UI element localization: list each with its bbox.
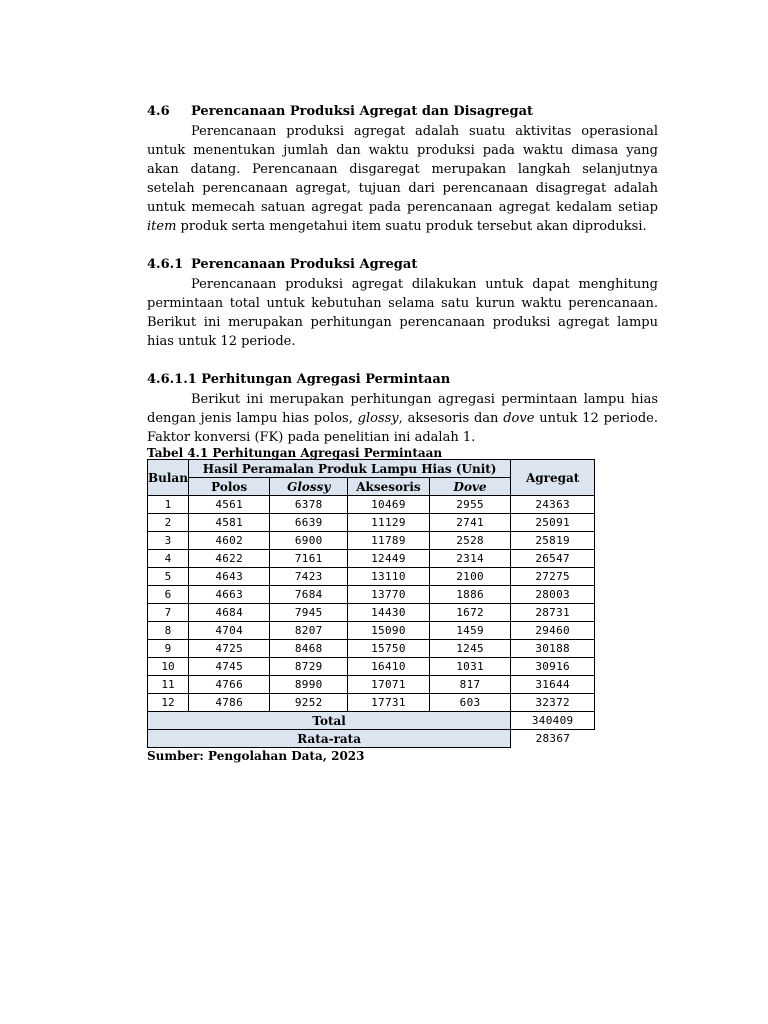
table-cell: 11129 [348,514,430,532]
table-cell: 4561 [188,496,269,514]
table-cell: 4786 [188,694,269,712]
table-cell: 24363 [511,496,595,514]
table-cell: 27275 [511,568,595,586]
table-row [148,622,595,640]
table-cell: 4602 [188,532,269,550]
table-row [148,514,595,532]
section-number: 4.6 [147,104,170,119]
table-cell: 8729 [270,658,348,676]
table-cell: 10 [148,658,189,676]
paragraph-text: Berikut ini merupakan perhitungan agregasi permintaan lampu hias dengan jenis lampu hias polos, [147,392,658,426]
table-cell: 2100 [429,568,510,586]
table-header-row [148,460,595,478]
paragraph-text: Perencanaan produksi agregat adalah suatu aktivitas operasional untuk menentukan jumlah dan waktu produksi pada waktu dimasa yang akan datang. Perencanaan disgaregat merupakan langkah selanjutnya setelah perencanaan agregat, tujuan dari perencanaan disagregat adalah untuk memecah satuan agregat pada perencanaan agregat kedalam setiap [147,124,658,215]
table-cell: 7684 [270,586,348,604]
table-cell: 3 [148,532,189,550]
table-cell: 1886 [429,586,510,604]
table-caption: Tabel 4.1 Perhitungan Agregasi Permintaan [147,446,443,460]
table-cell: 30188 [511,640,595,658]
table-cell: 1672 [429,604,510,622]
table-row [148,640,595,658]
table-row [148,496,595,514]
average-label: Rata-rata [148,730,511,748]
table-cell: 4 [148,550,189,568]
table-cell: 4663 [188,586,269,604]
table-cell: 4766 [188,676,269,694]
table-row [148,604,595,622]
table-cell: 26547 [511,550,595,568]
table-cell: 32372 [511,694,595,712]
table-cell: 2314 [429,550,510,568]
table-source: Sumber: Pengolahan Data, 2023 [147,749,365,763]
table-cell: 12 [148,694,189,712]
table-cell: 28003 [511,586,595,604]
table-row [148,676,595,694]
table-cell: 8 [148,622,189,640]
table-row [148,568,595,586]
table-cell: 25091 [511,514,595,532]
section-title: Perencanaan Produksi Agregat [191,257,418,272]
section-title: 4.6.1.1 Perhitungan Agregasi Permintaan [147,372,451,387]
table-cell: 13770 [348,586,430,604]
paragraph-4-6 [147,122,658,236]
total-label: Total [148,712,511,730]
table-cell: 4704 [188,622,269,640]
table-cell: 7423 [270,568,348,586]
header-aksesoris: Aksesoris [348,478,430,496]
table-cell: 603 [429,694,510,712]
table-cell: 6900 [270,532,348,550]
table-cell: 4643 [188,568,269,586]
section-heading-4-6-1 [147,255,658,275]
table-cell: 1031 [429,658,510,676]
table-cell: 14430 [348,604,430,622]
header-dove: Dove [429,478,510,496]
table-cell: 17071 [348,676,430,694]
table-cell: 17731 [348,694,430,712]
table-cell: 29460 [511,622,595,640]
table-row [148,532,595,550]
paragraph-italic-term: item [147,219,177,234]
table-cell: 16410 [348,658,430,676]
header-bulan: Bulan [148,460,189,496]
table-cell: 12449 [348,550,430,568]
table-cell: 8468 [270,640,348,658]
table-row [148,658,595,676]
header-glossy: Glossy [270,478,348,496]
table-cell: 11789 [348,532,430,550]
paragraph-text: untuk 12 periode. Faktor konversi (FK) pada penelitian ini adalah 1. [147,411,658,445]
table-cell: 25819 [511,532,595,550]
table-cell: 13110 [348,568,430,586]
header-forecast-group: Hasil Peramalan Produk Lampu Hias (Unit) [188,460,510,478]
header-polos: Polos [188,478,269,496]
table-cell: 7 [148,604,189,622]
paragraph-text: produk serta mengetahui item suatu produk tersebut akan diproduksi. [176,219,647,234]
header-agregat: Agregat [511,460,595,496]
table-cell: 1 [148,496,189,514]
table-row [148,586,595,604]
section-heading-4-6-1-1 [147,370,658,390]
table-average-row [148,730,595,748]
table-cell: 15090 [348,622,430,640]
paragraph-4-6-1: Perencanaan produksi agregat dilakukan untuk dapat menghitung permintaan total untuk kebutuhan selama satu kurun waktu perencanaan. Berikut ini merupakan perhitungan perencanaan produksi agregat lampu hias untuk 12 periode. [147,277,658,349]
table-cell: 4581 [188,514,269,532]
table-cell: 7945 [270,604,348,622]
table-cell: 6378 [270,496,348,514]
table-cell: 8207 [270,622,348,640]
table-cell: 817 [429,676,510,694]
section-number: 4.6.1 [147,257,184,272]
table-cell: 28731 [511,604,595,622]
table-cell: 1459 [429,622,510,640]
table-cell: 5 [148,568,189,586]
table-cell: 4684 [188,604,269,622]
table-cell: 6639 [270,514,348,532]
table-cell: 2741 [429,514,510,532]
table-row [148,694,595,712]
table-cell: 7161 [270,550,348,568]
table-cell: 1245 [429,640,510,658]
table-cell: 2528 [429,532,510,550]
table-cell: 9252 [270,694,348,712]
paragraph-text: , aksesoris dan [398,411,504,426]
table-cell: 10469 [348,496,430,514]
section-title: Perencanaan Produksi Agregat dan Disagregat [191,104,534,119]
table-cell: 2 [148,514,189,532]
table-cell: 4622 [188,550,269,568]
table-row [148,550,595,568]
table-cell: 8990 [270,676,348,694]
paragraph-italic-term: glossy [357,411,399,426]
average-value: 28367 [511,730,595,748]
table-cell: 4725 [188,640,269,658]
document-content [147,102,658,764]
table-cell: 4745 [188,658,269,676]
table-cell: 30916 [511,658,595,676]
paragraph-italic-term: dove [503,411,535,426]
table-cell: 9 [148,640,189,658]
total-value: 340409 [511,712,595,730]
table-cell: 15750 [348,640,430,658]
table-body [148,496,595,712]
table-cell: 11 [148,676,189,694]
table-cell: 31644 [511,676,595,694]
table-cell: 2955 [429,496,510,514]
table-cell: 6 [148,586,189,604]
table-total-row [148,712,595,730]
aggregation-table [147,459,595,748]
paragraph-4-6-1-1 [147,390,658,447]
section-heading-4-6 [147,102,658,122]
